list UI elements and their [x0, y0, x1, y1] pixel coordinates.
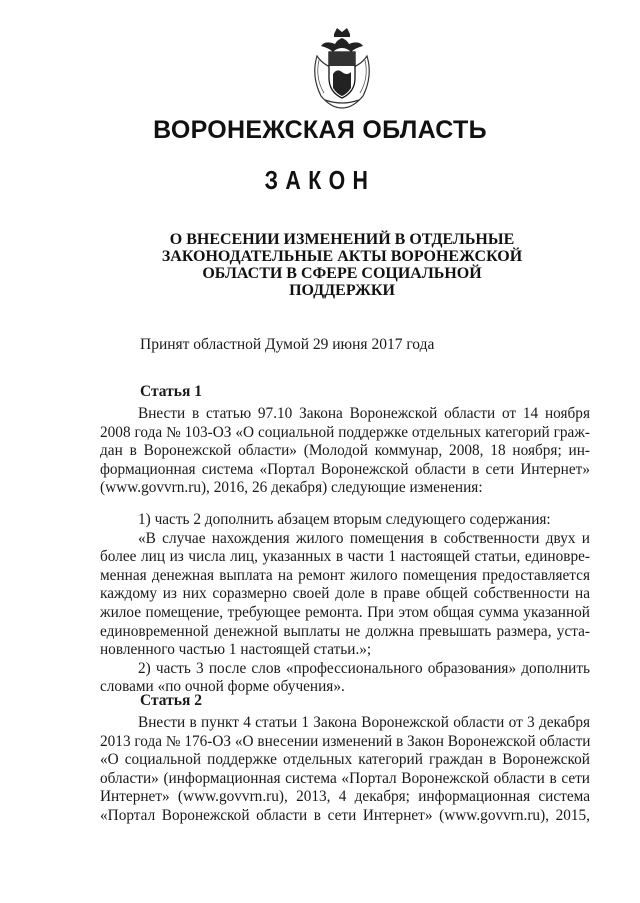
- text-line: (www.govvrn.ru), 2016, 26 декабря) следующие изменения:: [100, 479, 483, 497]
- text-line: 2008 года № 103-ОЗ «О социальной поддержке отдельных категорий граж-: [100, 423, 590, 441]
- text-line: 2) часть 3 после слов «профессионального образования» дополнить: [138, 659, 590, 677]
- article-1-heading: Статья 1: [140, 383, 202, 400]
- article-2-heading: Статья 2: [140, 692, 202, 709]
- text-line: «О социальной поддержке отдельных категорий граждан в Воронежской: [100, 751, 590, 769]
- text-line: более лиц из числа лиц, указанных в части 1 настоящей статьи, единовре-: [100, 548, 590, 566]
- law-title: [140, 231, 544, 299]
- text-line: «Портал Воронежской области в сети Интернет» (www.govvrn.ru), 2015,: [100, 806, 590, 824]
- text-line: области» (информационная система «Портал Воронежской области в сети: [100, 769, 590, 787]
- title-line: ОБЛАСТИ В СФЕРЕ СОЦИАЛЬНОЙ: [202, 265, 482, 282]
- text-line: Интернет» (www.govvrn.ru), 2013, 4 декабря; информационная система: [100, 788, 590, 806]
- text-line: жилое помещение, требующее ремонта. При этом общая сумма указанной: [100, 603, 590, 621]
- text-line: 1) часть 2 дополнить абзацем вторым следующего содержания:: [138, 511, 551, 528]
- text-line: 2013 года № 176-ОЗ «О внесении изменений в Закон Воронежской области: [100, 732, 591, 750]
- region-name: ВОРОНЕЖСКАЯ ОБЛАСТЬ: [153, 116, 487, 144]
- text-line: каждому из них соразмерно своей доле в праве общей собственности на: [100, 585, 590, 603]
- text-line: словами «по очной форме обучения».: [100, 678, 345, 696]
- text-line: единовременной денежной выплаты не должна превышать размера, уста-: [100, 622, 590, 640]
- article-1-paragraph-2: [100, 511, 590, 697]
- title-line: О ВНЕСЕНИИ ИЗМЕНЕНИЙ В ОТДЕЛЬНЫЕ: [169, 231, 515, 248]
- text-line: Внести в пункт 4 статьи 1 Закона Воронежской области от 3 декабря: [138, 714, 590, 731]
- text-line: менная денежная выплата на ремонт жилого помещения предоставляется: [100, 566, 590, 584]
- document-type: ЗАКОН: [264, 165, 376, 195]
- text-line: дан в Воронежской области» (Молодой коммунар, 2008, 18 ноября; ин-: [100, 442, 590, 460]
- text-line: Внести в статью 97.10 Закона Воронежской области от 14 ноября: [138, 405, 590, 422]
- text-line: «В случае нахождения жилого помещения в собственности двух и: [138, 529, 590, 547]
- adoption-date-line: Принят областной Думой 29 июня 2017 года: [140, 336, 435, 353]
- coat-of-arms-emblem: [307, 26, 377, 110]
- text-line: новленного частью 1 настоящей статьи.»;: [100, 641, 372, 659]
- text-line: формационная система «Портал Воронежской области в сети Интернет»: [100, 460, 590, 478]
- title-line: ПОДДЕРЖКИ: [289, 282, 395, 299]
- title-line: ЗАКОНОДАТЕЛЬНЫЕ АКТЫ ВОРОНЕЖСКОЙ: [161, 248, 523, 265]
- article-2-paragraph-1: [100, 714, 590, 826]
- article-1-paragraph-1: [100, 405, 590, 498]
